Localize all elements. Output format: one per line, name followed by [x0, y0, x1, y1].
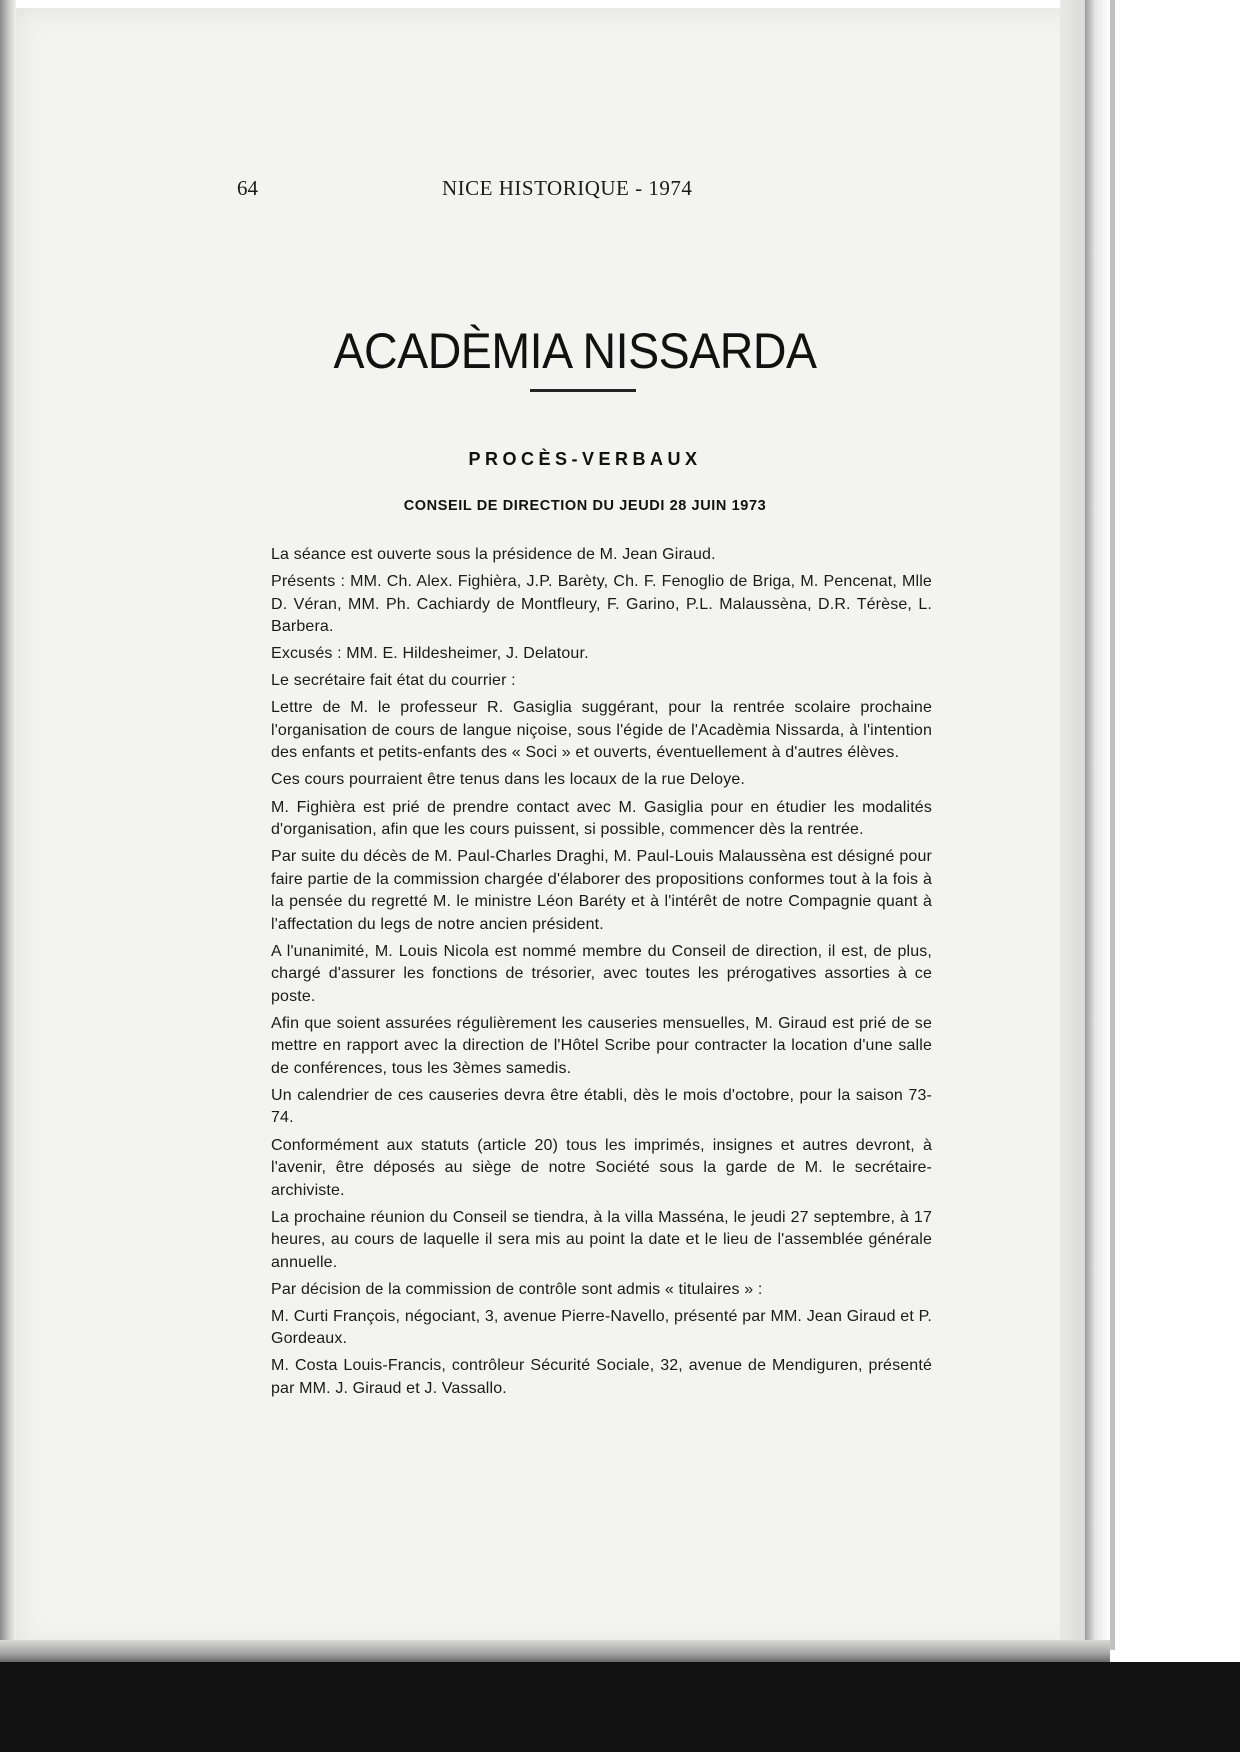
paragraph-admission-curti: M. Curti François, négociant, 3, avenue Pierre-Navello, présenté par MM. Jean Giraud et P. Gordeaux.: [271, 1307, 932, 1348]
page-bottom-edge: [0, 1640, 1110, 1664]
paragraph-letter: Lettre de M. le professeur R. Gasiglia suggérant, pour la rentrée scolaire prochaine l'organisation de cours de langue niçoise, sous l'égide de l'Acadèmia Nissarda, à l'intention des enfants et petits-enfants des « Soci » et ouverts, éventuellement à d'autres élèves.: [271, 699, 932, 762]
page-left-edge: [0, 0, 16, 1660]
page-right-edge: [1085, 0, 1110, 1665]
paragraph-treasurer: A l'unanimité, M. Louis Nicola est nommé membre du Conseil de direction, il est, de plus, chargé d'assurer les fonctions de trésorier, avec toutes les prérogatives assorties à ce poste.: [271, 942, 932, 1005]
article-title: ACADÈMIA NISSARDA: [333, 323, 817, 379]
paragraph-location: Ces cours pourraient être tenus dans les locaux de la rue Deloye.: [271, 771, 746, 789]
section-title: PROCÈS-VERBAUX: [468, 449, 702, 469]
paragraph-contact: M. Fighièra est prié de prendre contact avec M. Gasiglia pour en étudier les modalités d'organisation, afin que les cours puissent, si possible, commencer dès la rentrée.: [271, 798, 932, 839]
paragraph-admissions-intro: Par décision de la commission de contrôle sont admis « titulaires » :: [271, 1280, 763, 1298]
paragraph-admission-costa: M. Costa Louis-Francis, contrôleur Sécurité Sociale, 32, avenue de Mendiguren, présenté par MM. J. Giraud et J. Vassallo.: [271, 1357, 932, 1397]
scanner-bed-border: [0, 1662, 1240, 1752]
paragraph-causeries: Afin que soient assurées régulièrement les causeries mensuelles, M. Giraud est prié de se mettre en rapport avec la direction de l'Hôtel Scribe pour contracter la location d'une salle de conférences, tous les 3èmes samedis.: [271, 1014, 932, 1077]
paragraph-commission: Par suite du décès de M. Paul-Charles Draghi, M. Paul-Louis Malaussèna est désigné pour faire partie de la commission chargée d'élaborer des propositions conformes tout à la fois à la pensée du regretté M. le ministre Léon Baréty et à l'intérêt de notre Compagnie quant à l'affectation du legs de notre ancien président.: [271, 848, 932, 933]
running-head: [237, 176, 727, 206]
page-number: 64: [237, 176, 258, 200]
minutes-body: [271, 544, 932, 1405]
paragraph-mail-intro: Le secrétaire fait état du courrier :: [271, 672, 516, 690]
paragraph-opening: La séance est ouverte sous la présidence de M. Jean Giraud.: [271, 546, 716, 563]
paragraph-calendar: Un calendrier de ces causeries devra être établi, dès le mois d'octobre, pour la saison 73-74.: [271, 1086, 932, 1127]
paragraph-next-meeting: La prochaine réunion du Conseil se tiendra, à la villa Masséna, le jeudi 27 septembre, à 17 heures, au cours de laquelle il sera mis au point la date et le lieu de l'assemblée générale annuelle.: [271, 1208, 932, 1271]
paragraph-attendees: Présents : MM. Ch. Alex. Fighièra, J.P. Barèty, Ch. F. Fenoglio de Briga, M. Pencenat, Mlle D. Véran, MM. Ph. Cachiardy de Montfleury, F. Garino, P.L. Malaussèna, D.R. Térèse, L. Barbera.: [271, 573, 932, 636]
paragraph-excused: Excusés : MM. E. Hildesheimer, J. Delatour.: [271, 645, 589, 663]
paragraph-statutes: Conformément aux statuts (article 20) tous les imprimés, insignes et autres devront, à l'avenir, être déposés au siège de notre Société sous la garde de M. le secrétaire-archiviste.: [271, 1136, 932, 1199]
session-title: CONSEIL DE DIRECTION DU JEUDI 28 JUIN 1973: [403, 498, 767, 514]
title-divider: [530, 389, 636, 392]
journal-title: NICE HISTORIQUE - 1974: [442, 176, 693, 200]
